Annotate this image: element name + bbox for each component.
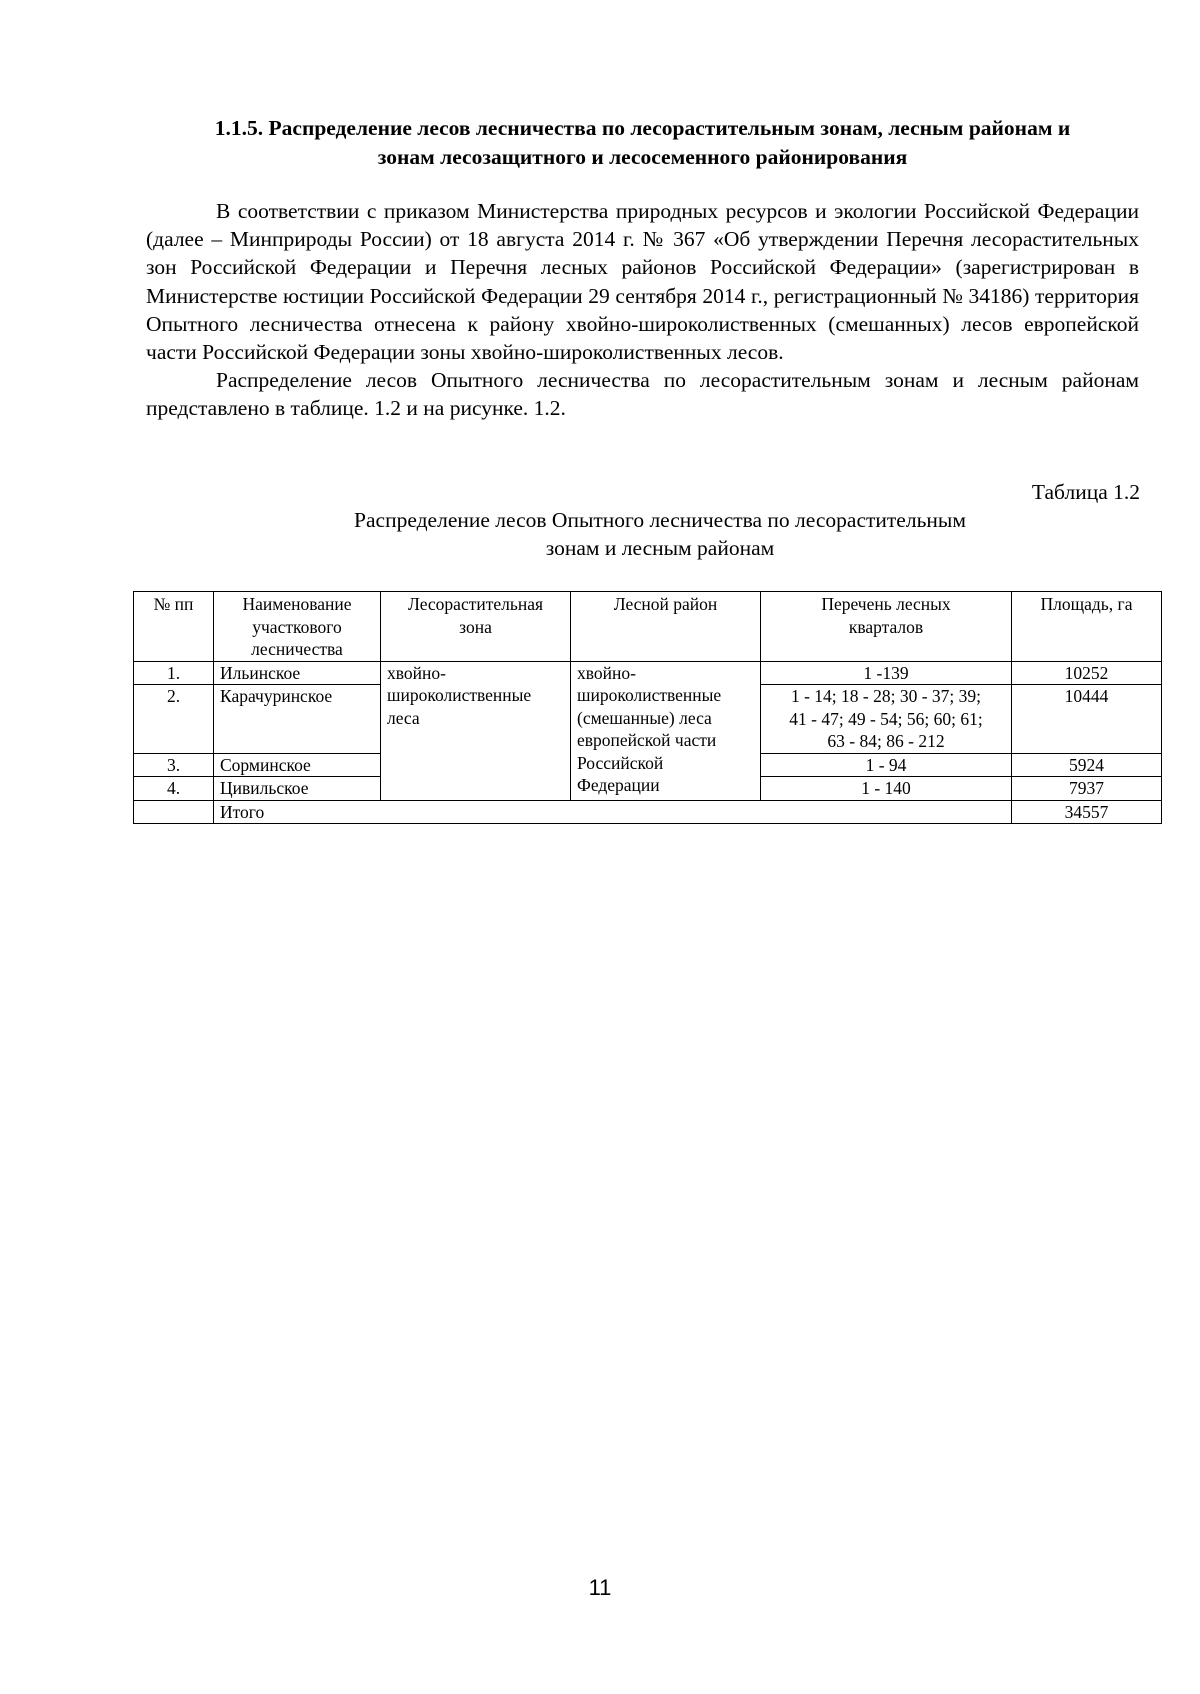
cell-area: 10444 xyxy=(1012,685,1162,754)
header-name-line-2: участкового xyxy=(252,616,342,637)
cell-total-empty xyxy=(134,800,214,824)
forest-distribution-table xyxy=(133,591,1162,824)
header-area-text: Площадь, га xyxy=(1040,594,1133,614)
cell-district-line-2: широколиственные xyxy=(577,685,722,705)
section-heading xyxy=(145,114,1140,172)
cell-zone xyxy=(381,661,571,800)
header-zone-line-2: зона xyxy=(459,616,492,637)
table-label: Таблица 1.2 xyxy=(1031,480,1140,504)
cell-num: 4. xyxy=(134,777,214,801)
header-zone xyxy=(381,592,571,662)
table-title xyxy=(300,506,1020,562)
table-header-row xyxy=(134,592,1162,662)
cell-num: 1. xyxy=(134,661,214,685)
cell-num: 2. xyxy=(134,685,214,754)
cell-quarters: 1 - 140 xyxy=(761,777,1012,801)
cell-name: Цивильское xyxy=(214,777,381,801)
paragraph-2: Распределение лесов Опытного лесничества по лесорастительным зонам и лесным районам представлено в таблице. 1.2 и на рисунке. 1.2. xyxy=(146,368,1139,421)
header-num-text: № пп xyxy=(153,594,194,614)
cell-zone-line-2: широколиственные xyxy=(387,685,532,705)
table-total-row xyxy=(134,800,1162,824)
cell-name: Ильинское xyxy=(214,661,381,685)
section-heading-line-2: зонам лесозащитного и лесосеменного районирования xyxy=(377,145,908,169)
header-name-line-1: Наименование xyxy=(242,594,352,614)
cell-district-line-1: хвойно- xyxy=(577,662,636,683)
table-row xyxy=(134,661,1162,685)
header-quarters xyxy=(761,592,1012,662)
cell-quarters-line-3: 63 - 84; 86 - 212 xyxy=(827,731,945,751)
cell-district-line-5: Российской xyxy=(577,752,664,773)
cell-district-line-3: (смешанные) леса xyxy=(577,707,712,728)
page-number: 11 xyxy=(588,1575,612,1600)
table-title-line-2: зонам и лесным районам xyxy=(545,536,775,560)
header-zone-line-1: Лесорастительная xyxy=(407,594,544,614)
cell-quarters-line-1: 1 - 14; 18 - 28; 30 - 37; 39; xyxy=(790,686,982,706)
cell-quarters: 1 - 94 xyxy=(761,753,1012,777)
header-name-line-3: лесничества xyxy=(251,639,343,659)
cell-quarters-line-2: 41 - 47; 49 - 54; 56; 60; 61; xyxy=(789,708,983,729)
header-district xyxy=(571,592,761,662)
cell-area: 5924 xyxy=(1012,753,1162,777)
section-heading-line-1: 1.1.5. Распределение лесов лесничества по лесорастительным зонам, лесным районам и xyxy=(214,116,1071,140)
cell-num: 3. xyxy=(134,753,214,777)
cell-quarters: 1 -139 xyxy=(761,661,1012,685)
cell-area: 10252 xyxy=(1012,661,1162,685)
cell-district xyxy=(571,661,761,800)
cell-zone-line-3: леса xyxy=(387,707,420,728)
body-text xyxy=(146,197,1139,423)
cell-district-line-6: Федерации xyxy=(577,775,660,795)
table-title-line-1: Распределение лесов Опытного лесничества по лесорастительным xyxy=(354,508,966,532)
header-quarters-line-2: кварталов xyxy=(848,616,924,637)
header-name xyxy=(214,592,381,662)
header-num xyxy=(134,592,214,662)
cell-total-area: 34557 xyxy=(1012,800,1162,824)
cell-area: 7937 xyxy=(1012,777,1162,801)
cell-total-label: Итого xyxy=(214,800,1012,824)
header-quarters-line-1: Перечень лесных xyxy=(821,594,951,614)
cell-district-line-4: европейской части xyxy=(577,730,717,750)
cell-quarters xyxy=(761,685,1012,754)
cell-zone-line-1: хвойно- xyxy=(387,662,446,683)
paragraph-1: В соответствии с приказом Министерства природных ресурсов и экологии Российской Федерации (далее – Минприроды России) от 18 августа 2014 г. № 367 «Об утверждении Перечня лесорастительных зон Российской Федерации и Перечня лесных районов Российской Федерации» (зарегистрирован в Министерстве юстиции Российской Федерации 29 сентября 2014 г., регистрационный № 34186) территория Опытного лесничества отнесена к району хвойно-широколиственных (смешанных) лесов европейской части Российской Федерации зоны хвойно-широколиственных лесов. xyxy=(146,199,1139,365)
header-area xyxy=(1012,592,1162,662)
header-district-text: Лесной район xyxy=(613,594,718,614)
cell-name: Карачуринское xyxy=(214,685,381,754)
cell-name: Сорминское xyxy=(214,753,381,777)
